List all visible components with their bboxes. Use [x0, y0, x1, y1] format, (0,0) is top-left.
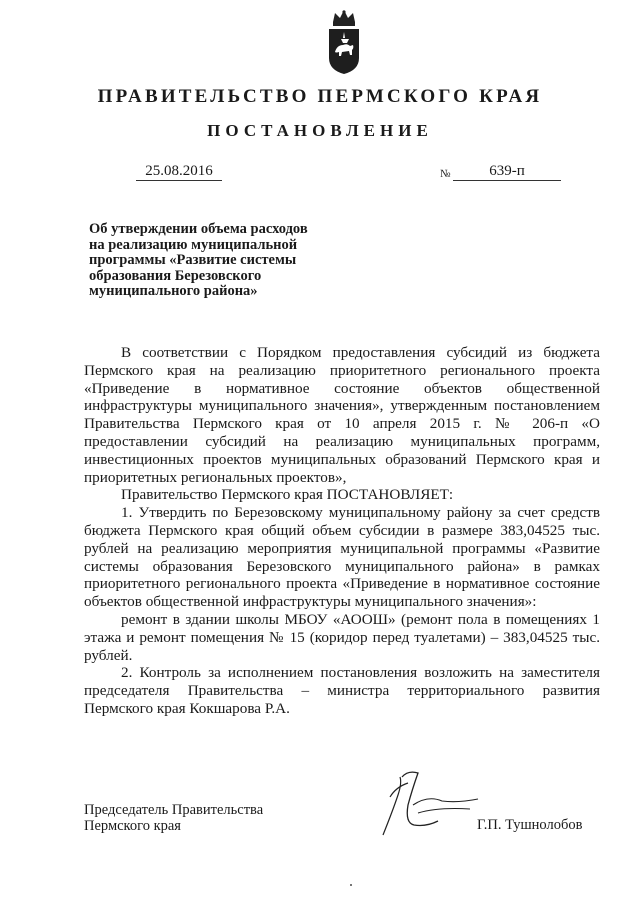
document-date: 25.08.2016: [136, 163, 222, 181]
document-body: [84, 344, 600, 718]
document-number: 639-п: [453, 163, 561, 181]
resolution-paragraph: Правительство Пермского края ПОСТАНОВЛЯЕТ:: [121, 486, 454, 504]
subject-line: на реализацию муниципальной: [89, 236, 298, 253]
item-2-paragraph: 2. Контроль за исполнением постановления возложить на заместителя председателя Правительства – министра территориального развития Пермского края Кокшарова Р.А.: [84, 664, 600, 717]
page-mark: [350, 884, 352, 886]
government-title: ПРАВИТЕЛЬСТВО ПЕРМСКОГО КРАЯ: [97, 86, 543, 107]
signatory-position: [84, 802, 263, 834]
item-1-paragraph: 1. Утвердить по Березовскому муниципальному району за счет средств бюджета Пермского края общий объем субсидии в размере 383,04525 тыс. рублей на реализацию мероприятия муниципальной программы «Развитие системы образования Березовского муниципального района» в рамках приоритетного регионального проекта «Приведение в нормативное состояние объектов общественной инфраструктуры муниципального значения»:: [84, 504, 600, 611]
perm-krai-coat-of-arms-icon: [325, 8, 363, 76]
preamble-paragraph: В соответствии с Порядком предоставления субсидий из бюджета Пермского края на реализацию приоритетного регионального проекта «Приведение в нормативное состояние объектов общественной инфраструктуры муниципального значения», утвержденным постановлением Правительства Пермского края от 10 апреля 2015 г. № 206-п «О предоставлении субсидий на реализацию муниципальных программ, инвестиционных проектов муниципальных образований Пермского края и приоритетных региональных проектов»,: [84, 344, 600, 486]
number-sign: №: [440, 168, 451, 180]
document-type: ПОСТАНОВЛЕНИЕ: [207, 121, 433, 140]
subject-line: Об утверждении объема расходов: [89, 221, 308, 237]
subject-line: программы «Развитие системы: [89, 252, 297, 268]
handwritten-signature: [378, 765, 488, 837]
signatory-position-line: Председатель Правительства: [84, 802, 264, 818]
document-subject: [89, 222, 329, 300]
signatory-position-line: Пермского края: [84, 818, 181, 834]
signatory-name: Г.П. Тушнолобов: [477, 817, 583, 833]
repair-paragraph: ремонт в здании школы МБОУ «АООШ» (ремонт пола в помещениях 1 этажа и ремонт помещения № 15 (коридор перед туалетами) – 383,04525 тыс. рублей.: [84, 610, 600, 664]
subject-line: образования Березовского: [89, 267, 262, 284]
subject-line: муниципального района»: [89, 283, 258, 299]
